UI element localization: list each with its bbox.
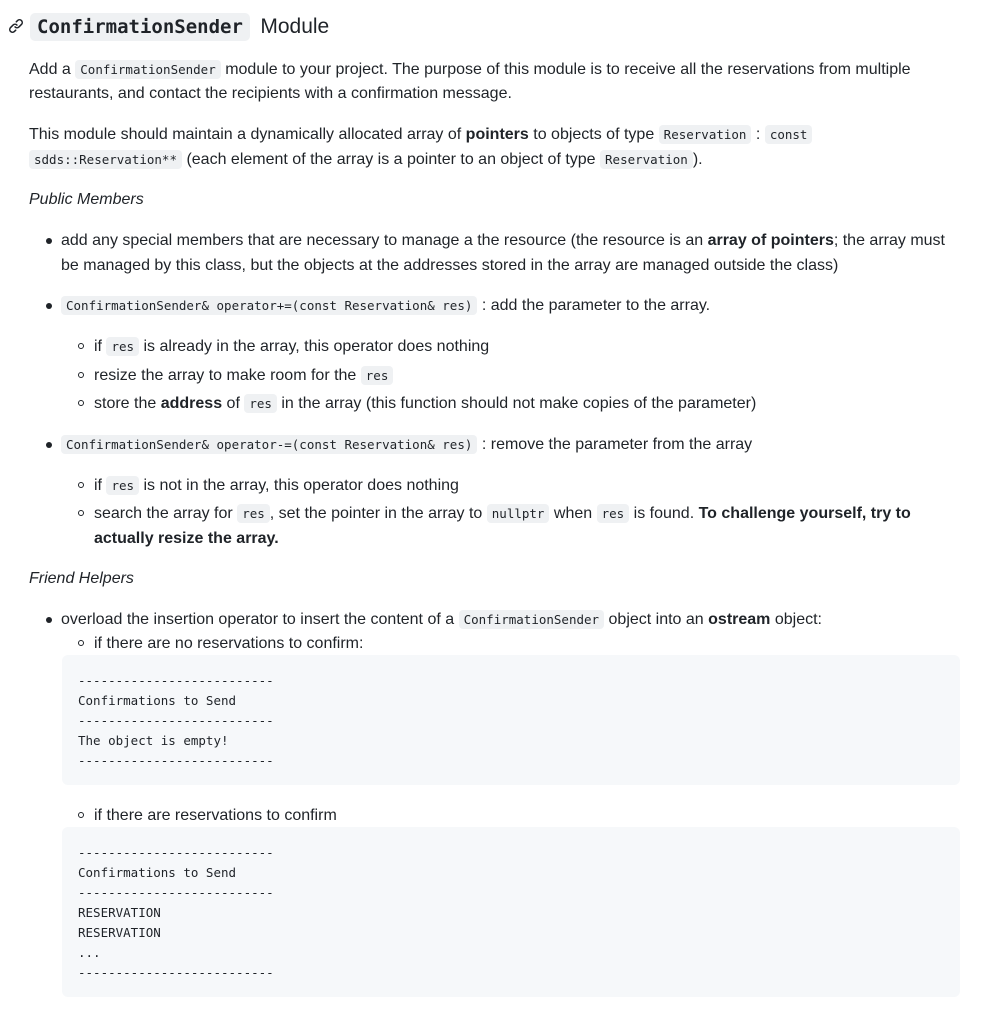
sub-bullet-circle [78, 343, 84, 349]
code-line: RESERVATION [78, 905, 161, 920]
bullet-dot [46, 442, 52, 448]
friend-bullet-1: overload the insertion operator to insert the content of a ConfirmationSender object into an ostream object: [61, 611, 822, 628]
code-block-reservations [62, 827, 960, 997]
intro-line-4: sdds::Reservation** (each element of the array is a pointer to an object of type Reservation ). [29, 148, 703, 172]
section-title-public-members: Public Members [29, 191, 144, 208]
code-line: -------------------------- [78, 753, 274, 768]
public-bullet-1-line-2: be managed by this class, but the objects at the addresses stored in the array are managed outside the class) [61, 257, 839, 274]
sub-bullet-circle [78, 482, 84, 488]
code-line: -------------------------- [78, 965, 274, 980]
code-line: -------------------------- [78, 885, 274, 900]
sub-bullet-5-line-2: actually resize the array. [94, 530, 279, 547]
title-text: Module [260, 15, 330, 38]
sub-bullet-circle [78, 640, 84, 646]
code-line: ... [78, 945, 101, 960]
code-line: RESERVATION [78, 925, 161, 940]
code-line: -------------------------- [78, 673, 274, 688]
intro-line-1: Add a ConfirmationSender module to your project. The purpose of this module is to receive all the reservations from multiple [29, 61, 911, 78]
bullet-dot [46, 303, 52, 309]
friend-sub-1: if there are no reservations to confirm: [94, 635, 364, 652]
public-bullet-1-line-1: add any special members that are necessary to manage a the resource (the resource is an array of pointers; the array must [61, 232, 945, 249]
intro-line-3: This module should maintain a dynamically allocated array of pointers to objects of type Reservation : const [29, 123, 812, 147]
sub-bullet-3: store the address of res in the array (this function should not make copies of the parameter) [94, 395, 757, 412]
sub-bullet-circle [78, 372, 84, 378]
friend-sub-2: if there are reservations to confirm [94, 807, 337, 824]
section-title-friend-helpers: Friend Helpers [29, 570, 134, 587]
code-line: Confirmations to Send [78, 693, 237, 708]
sub-bullet-circle [78, 400, 84, 406]
bullet-dot [46, 238, 52, 244]
sub-bullet-circle [78, 812, 84, 818]
public-bullet-2: ConfirmationSender& operator+=(const Reservation& res) : add the parameter to the array. [61, 294, 710, 318]
sub-bullet-circle [78, 510, 84, 516]
page-title [30, 12, 329, 44]
link-icon[interactable] [8, 18, 24, 34]
code-line: -------------------------- [78, 845, 274, 860]
sub-bullet-1: if res is already in the array, this operator does nothing [94, 338, 490, 355]
sub-bullet-2: resize the array to make room for the res [94, 364, 393, 388]
code-line: -------------------------- [78, 713, 274, 728]
bullet-dot [46, 617, 52, 623]
inline-code: ConfirmationSender [75, 60, 220, 79]
public-bullet-3: ConfirmationSender& operator-=(const Reservation& res) : remove the parameter from the array [61, 433, 752, 457]
title-code: ConfirmationSender [30, 13, 250, 41]
sub-bullet-4: if res is not in the array, this operator does nothing [94, 477, 459, 494]
code-line: Confirmations to Send [78, 865, 237, 880]
intro-line-2: restaurants, and contact the recipients with a confirmation message. [29, 85, 512, 102]
code-block-empty [62, 655, 960, 785]
code-line: The object is empty! [78, 733, 229, 748]
sub-bullet-5-line-1: search the array for res , set the pointer in the array to nullptr when res is found. To challenge yourself, try to [94, 505, 911, 522]
